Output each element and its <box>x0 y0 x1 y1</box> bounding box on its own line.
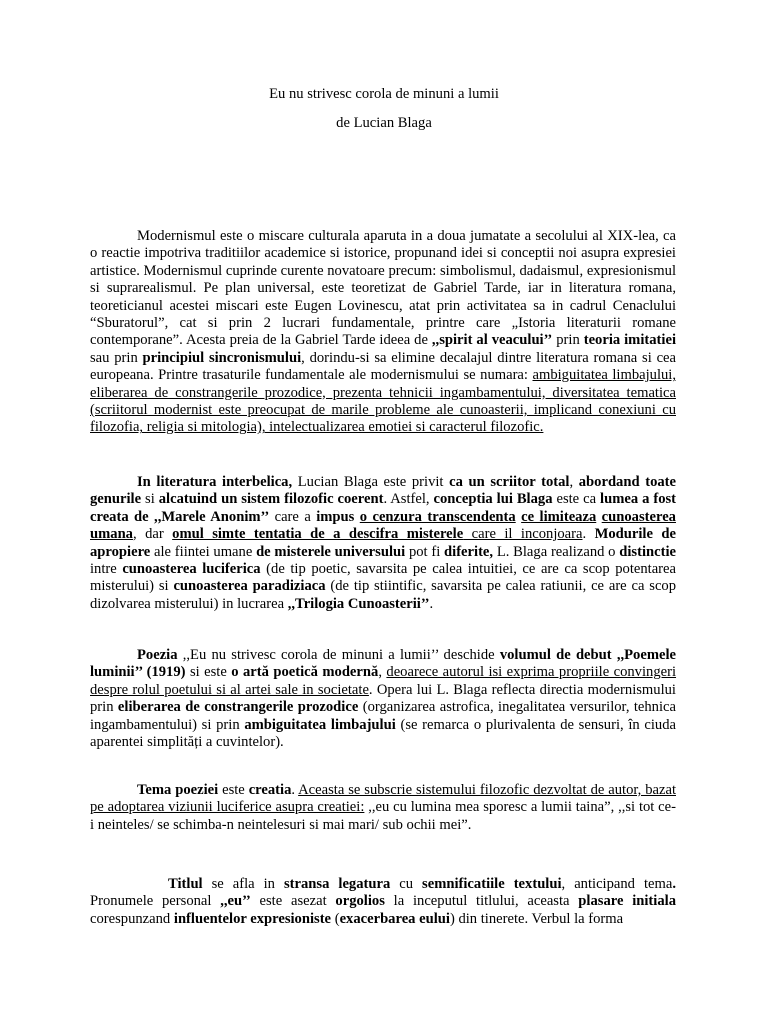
bold-span: Tema poeziei <box>137 782 219 798</box>
text-span: sau prin <box>90 349 143 366</box>
paragraph-poezia <box>90 647 676 751</box>
text-span: este ca <box>552 491 601 508</box>
bold-underlined-span: o cenzura transcendenta <box>359 508 516 525</box>
document-title: Eu nu strivesc corola de minuni a lumii <box>269 86 499 102</box>
bold-span: Poezia <box>137 647 178 663</box>
text-span: (organizarea astrofica, inegalitatea versurilor, tehnica ingambamentului) si prin <box>90 699 676 733</box>
bold-span: teoria imitatiei <box>583 332 676 349</box>
text-span: L. Blaga realizand o <box>493 543 620 560</box>
text-span: care a <box>269 508 317 525</box>
bold-span: distinctie <box>619 543 676 560</box>
bold-span: plasare initiala <box>578 893 676 910</box>
bold-span: semnificatiile textului <box>422 876 562 892</box>
bold-span: creatia <box>248 782 292 798</box>
text-span: . Opera lui L. Blaga reflecta directia modernismului prin <box>90 681 676 716</box>
bold-span: ambiguitatea limbajului <box>244 716 396 733</box>
bold-span: eliberarea de constrangerile prozodice <box>117 699 359 716</box>
text-span: . <box>291 782 299 798</box>
bold-span: . <box>672 876 676 892</box>
text-span: , dorindu-si sa elimine decalajul dintre literatura romana si cea europeana. Printre trasaturile fundamentale ale modernismului se numara: <box>90 349 677 384</box>
bold-span: ,,spirit al veacului’’ <box>431 332 553 349</box>
text-span: ,,eu cu lumina mea sporesc a lumii taina”, ,,si tot ce-i neinteles/ se schimba-n neintelesuri si mai mari/ sub ochii mei”. <box>90 799 676 833</box>
text-span: se afla in <box>202 876 284 892</box>
bold-span: de misterele universului <box>256 543 406 560</box>
bold-span: Titlul <box>168 876 203 892</box>
text-span: (de tip poetic, savarsita pe calea intuitiei, ce are ca scop potentarea misterului) si <box>90 561 676 595</box>
text-span: , <box>569 474 579 490</box>
bold-span: In literatura interbelica, <box>137 474 293 490</box>
text-span: la inceputul titlului, aceasta <box>384 893 579 910</box>
bold-span: alcatuind un sistem filozofic coerent <box>158 491 384 508</box>
bold-span: exacerbarea eului <box>339 910 450 927</box>
paragraph-titlul <box>90 876 676 928</box>
text-span: prin <box>552 332 584 349</box>
text-span: . <box>582 526 595 543</box>
bold-span: ,,Trilogia Cunoasterii’’ <box>287 595 430 612</box>
bold-span: conceptia lui Blaga <box>433 491 553 508</box>
text-span: pot fi <box>405 543 445 560</box>
text-span: (se remarca o plurivalenta de sensuri, în ciuda aparentei simplități a cuvintelor). <box>90 716 676 751</box>
text-span: Lucian Blaga este privit <box>292 474 450 490</box>
text-span: Modernismul este o miscare culturala aparuta in a doua jumatate a secolului al XIX-lea, ca o reactie impotriva traditiilor academice si istorice, propunand idei si conceptii noi asupra expresiei artistice. Modernismul cuprinde curente novatoare precum: simbolismul, dadaismul, expresionismul si suprarealismul. Pe plan universal, este teoretizat de Gabriel Tarde, iar in literatura romana, teoreticianul acestei miscari este Eugen Lovinescu, atat prin activitatea sa in cadrul Cenaclului “Sburatorul”, cat si prin 2 lucrari fundamentale, printre care „Istoria literaturii romane contemporane”. Acesta preia de la Gabriel Tarde ideea de <box>90 228 676 349</box>
bold-span: o artă poetică modernă <box>231 664 379 681</box>
bold-span: ca un scriitor total <box>449 474 570 490</box>
bold-span: orgolios <box>335 893 385 910</box>
text-span: ale fiintei umane <box>150 543 257 560</box>
bold-span: abordand toate genurile <box>90 474 676 508</box>
text-span: . <box>429 595 434 612</box>
text-span: . Astfel, <box>383 491 434 508</box>
underlined-span: Aceasta se subscrie sistemului filozofic dezvoltat de autor, bazat pe adoptarea viziunii luciferice asupra creatiei: <box>90 782 676 816</box>
bold-span: influentelor expresioniste <box>173 910 332 927</box>
bold-span: Modurile de apropiere <box>90 526 676 560</box>
paragraph-modernism <box>90 228 676 437</box>
text-span: ,,Eu nu strivesc corola de minuni a lumii’’ deschide <box>177 647 500 663</box>
bold-span: diferite, <box>444 543 494 560</box>
bold-underlined-span: cunoasterea umana <box>90 508 676 543</box>
text-span: este asezat <box>250 893 336 910</box>
bold-span: lumea a fost creata de ,,Marele Anonim’’ <box>90 491 677 525</box>
text-span: ) din tinerete. Verbul la forma <box>449 910 624 927</box>
bold-span: stransa legatura <box>283 876 391 892</box>
bold-underlined-span: ce limiteaza <box>521 508 597 525</box>
underlined-span: deoarece autorul isi exprima propriile convingeri despre rolul poetului si al artei sale in societate <box>90 664 677 698</box>
text-span: , dar <box>132 526 173 543</box>
text-span: corespunzand <box>90 910 174 927</box>
bold-span: cunoasterea paradiziaca <box>173 578 326 595</box>
text-span: , <box>378 664 387 681</box>
text-span: si este <box>185 664 232 681</box>
text-span: ( <box>331 910 340 927</box>
text-span: si <box>141 491 159 508</box>
paragraph-interbelic <box>90 474 676 613</box>
bold-span: cunoasterea luciferica <box>122 561 261 578</box>
text-span: (de tip stiintific, savarsita pe calea ratiunii, ce are ca scop dizolvarea misterului) in lucrarea <box>90 578 677 612</box>
paragraph-tema <box>90 782 676 834</box>
text-span: , anticipand tema <box>561 876 673 892</box>
underlined-span: care il inconjoara <box>463 526 583 543</box>
bold-span: volumul de debut ,,Poemele luminii’’ (1919) <box>90 647 676 681</box>
text-span: este <box>218 782 249 798</box>
bold-span: ,,eu’’ <box>220 893 251 910</box>
text-span: Pronumele personal <box>90 893 221 910</box>
underlined-span: ambiguitatea limbajului, eliberarea de constrangerile prozodice, prezenta tehnicii ingambamentului, diversitatea tematica (scriitorul modernist este preocupat de marile probleme ale cunoasterii, implicand conexiuni cu filozofia, religia si mitologia), intelectualizarea emotiei si caracterul filozofic. <box>90 367 676 436</box>
bold-underlined-span: omul simte tentatia de a descifra misterele <box>172 526 464 543</box>
text-span: cu <box>390 876 423 892</box>
text-span: intre <box>90 561 123 578</box>
document-subtitle: de Lucian Blaga <box>336 115 432 131</box>
bold-span: impus <box>316 508 355 525</box>
bold-span: principiul sincronismului <box>142 349 302 366</box>
